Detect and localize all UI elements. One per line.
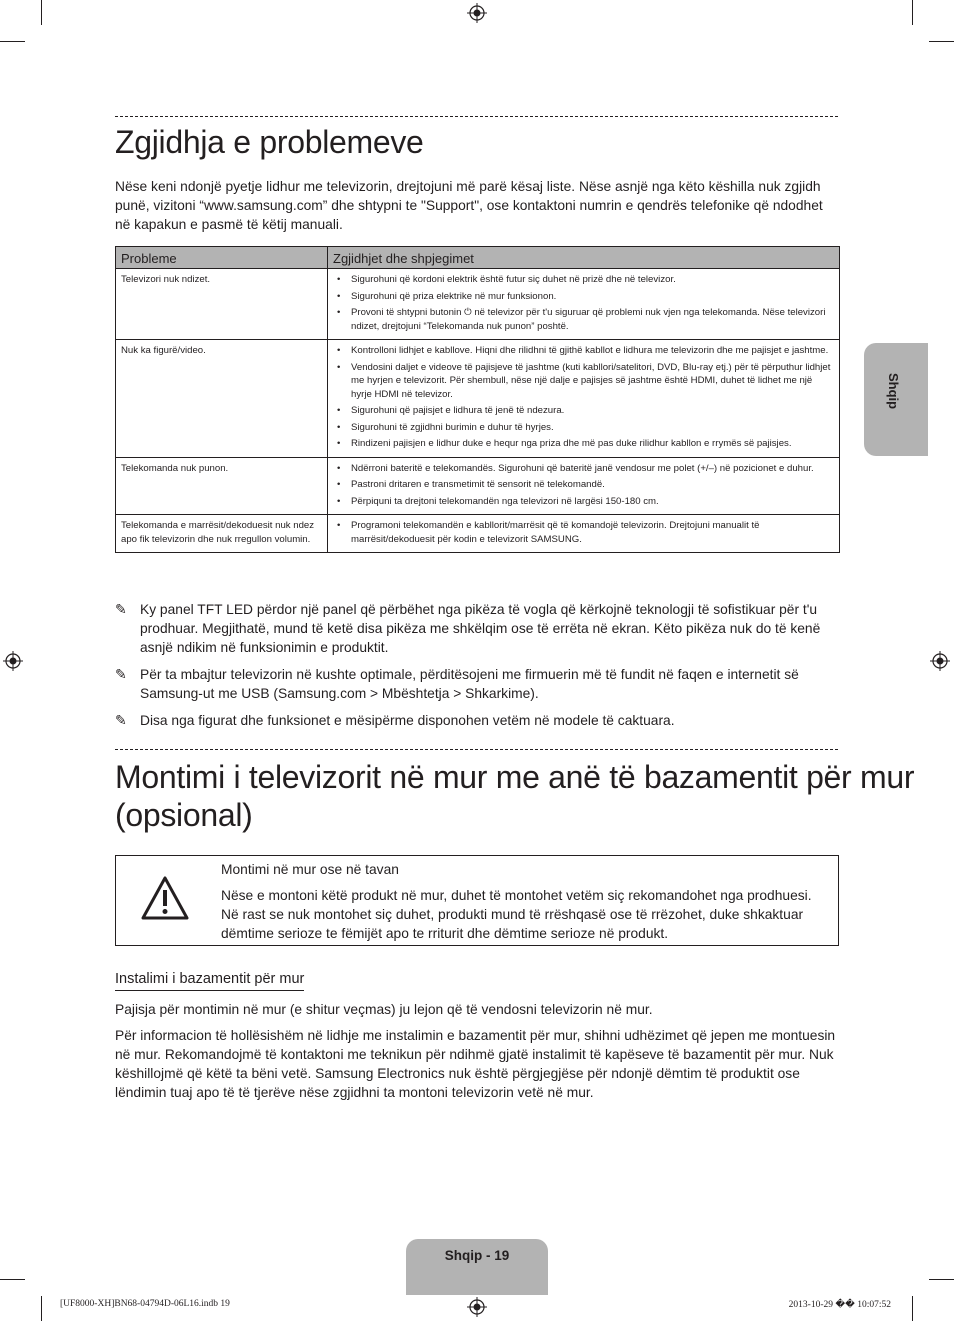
table-row xyxy=(116,457,840,515)
crop-mark xyxy=(912,0,913,25)
problem-cell: Telekomanda e marrësit/dekoduesit nuk ndez apo fik televizorin dhe nuk rregullon volumin. xyxy=(116,515,328,553)
registration-mark-icon xyxy=(3,651,23,671)
section-divider xyxy=(115,749,838,750)
solution-item: • Pastroni dritaren e transmetimit të sensorit në telekomandë. xyxy=(333,478,834,492)
problem-cell: Telekomanda nuk punon. xyxy=(116,457,328,515)
solutions-cell xyxy=(328,515,840,553)
crop-mark xyxy=(912,1296,913,1321)
footer-datetime: 2013-10-29 �� 10:07:52 xyxy=(788,1300,891,1310)
solution-item: • Programoni telekomandën e kabllorit/marrësit që të komandojë televizorin. Drejtojuni manualit të marrësit/dekoduesit për kodin e televizorit SAMSUNG. xyxy=(333,519,834,546)
crop-mark xyxy=(929,1279,954,1280)
problem-cell: Nuk ka figurë/video. xyxy=(116,340,328,458)
footer-file-info: [UF8000-XH]BN68-04794D-06L16.indb 19 xyxy=(60,1299,230,1309)
paragraph: Pajisja për montimin në mur (e shitur veçmas) ju lejon që të vendosni televizorin në mur. xyxy=(115,1002,653,1017)
table-row xyxy=(116,340,840,458)
registration-mark-icon xyxy=(930,651,950,671)
subheading: Instalimi i bazamentit për mur xyxy=(115,970,304,991)
solution-item: • Ndërroni bateritë e telekomandës. Sigurohuni që bateritë janë vendosur me polet (+/–) në pozicionet e duhur. xyxy=(333,462,834,476)
solution-item: • Kontrolloni lidhjet e kabllove. Hiqni dhe rilidhni të gjithë kabllot e lidhura me televizorin dhe me pajisjet e jashtme. xyxy=(333,344,834,358)
table-row xyxy=(116,515,840,553)
paragraph: Për informacion të hollësishëm në lidhje me instalimin e bazamentit për mur, shihni udhëzimet që jepen me montuesin në mur. Rekomandojmë të kontaktoni me teknikun për ndihmë gjatë instalimit të kapëseve të bazamentit për mur. Nuk këshillojmë që këtë ta bëni vetë. Samsung Electronics nuk është përgjegjëse për ndonjë dëmtim të produktit ose lëndimin tuaj apo të të tjerëve nëse zgjidhni ta montoni televizorin vetë në mur. xyxy=(115,1028,836,1100)
registration-mark-icon xyxy=(467,3,487,23)
solution-item: • Provoni të shtypni butonin ⏻ në televizor për t'u siguruar që problemi nuk vjen nga telekomanda. Nëse televizori ndizet, drejtojuni “Telekomanda nuk punon” poshtë. xyxy=(333,306,834,333)
column-header: Probleme xyxy=(116,247,328,269)
note-text: Ky panel TFT LED përdor një panel që përbëhet nga pikëza të vogla që kërkojnë teknologji të sofistikuar për t'u prodhuar. Megjithatë, mund të ketë disa pikëza me shkëlqim ose të errëta në ekran. Këto pikëza nuk do të kenë asnjë ndikim në funksionimin e produktit. xyxy=(140,602,821,655)
section-title-line: Montimi i televizorit në mur me anë të bazamentit për mur xyxy=(115,759,915,795)
note-text: Për ta mbajtur televizorin në kushte optimale, përditësojeni me firmuerin më të fundit në faqen e internetit së Samsung-ut me USB (Samsung.com > Mbështetja > Shkarkime). xyxy=(140,667,799,701)
note-item xyxy=(115,665,840,703)
page-title: Zgjidhja e problemeve xyxy=(115,124,424,160)
table-header-row xyxy=(116,247,840,269)
solution-item: • Sigurohuni të zgjidhni burimin e duhur të hyrjes. xyxy=(333,421,834,435)
solutions-cell xyxy=(328,340,840,458)
solution-item: • Vendosini daljet e videove të pajisjeve të jashtme (kuti kabllori/satelitori, DVD, Blu-ray etj.) për të përputhur lidhjet me hyrjen e televizorit. Për shembull, nëse një dalje e pajisjes së jashtme është HDMI, duhet të lidhet me një hyrje HDMI në televizor. xyxy=(333,361,834,402)
solution-item: • Sigurohuni që priza elektrike në mur funksionon. xyxy=(333,290,834,304)
table-row xyxy=(116,269,840,340)
warning-triangle-icon xyxy=(140,875,190,922)
crop-mark xyxy=(0,1279,25,1280)
warning-box xyxy=(115,855,839,946)
solution-item: • Sigurohuni që kordoni elektrik është futur siç duhet në prizë dhe në televizor. xyxy=(333,273,834,287)
column-header: Zgjidhjet dhe shpjegimet xyxy=(328,247,840,269)
page-number: Shqip - 19 xyxy=(444,1248,510,1263)
section-title xyxy=(115,758,914,834)
note-pencil-icon: ✎ xyxy=(115,601,127,617)
note-pencil-icon: ✎ xyxy=(115,666,127,682)
note-pencil-icon: ✎ xyxy=(115,712,127,728)
section-title-line: (opsional) xyxy=(115,797,253,833)
solution-item: • Rindizeni pajisjen e lidhur duke e hequr nga priza dhe më pas duke rilidhur kabllon e rrymës së pajisjes. xyxy=(333,437,834,451)
crop-mark xyxy=(0,41,25,42)
troubleshooting-table xyxy=(115,246,840,553)
solution-item: • Sigurohuni që pajisjet e lidhura të jenë të ndezura. xyxy=(333,404,834,418)
solutions-cell xyxy=(328,457,840,515)
language-side-tab xyxy=(864,343,928,456)
note-item xyxy=(115,600,840,657)
note-item xyxy=(115,711,840,730)
section-divider xyxy=(115,116,838,117)
crop-mark xyxy=(929,41,954,42)
page-number-tab xyxy=(406,1239,548,1295)
note-text: Disa nga figurat dhe funksionet e mësipërme disponohen vetëm në modele të caktuara. xyxy=(140,713,675,728)
language-tab-label: Shqip xyxy=(886,373,901,410)
warning-heading: Montimi në mur ose në tavan xyxy=(221,862,399,877)
solutions-cell xyxy=(328,269,840,340)
crop-mark xyxy=(41,0,42,25)
solution-item: • Përpiquni ta drejtoni telekomandën nga televizori në largësi 150-180 cm. xyxy=(333,495,834,509)
intro-paragraph: Nëse keni ndonjë pyetje lidhur me televizorin, drejtojuni më parë kësaj liste. Nëse asnjë nga këto këshilla nuk zgjidh punë, vizitoni “www.samsung.com” dhe shtypni te "Support", ose kontaktoni numrin e qendrës telefonike që ndodhet në kapakun e pasmë të këtij manuali. xyxy=(115,179,823,232)
warning-text: Nëse e montoni këtë produkt në mur, duhet të montohet vetëm siç rekomandohet nga prodhuesi. Në rast se nuk montohet siç duhet, produkti mund të rrëshqasë ose të rrëzohet, duke shkaktuar dëmtime serioze te fëmijët apo te rriturit dhe dëmtime serioze në produkt. xyxy=(221,888,812,941)
registration-mark-icon xyxy=(467,1297,487,1317)
notes-list xyxy=(115,600,840,738)
crop-mark xyxy=(41,1296,42,1321)
problem-cell: Televizori nuk ndizet. xyxy=(116,269,328,340)
